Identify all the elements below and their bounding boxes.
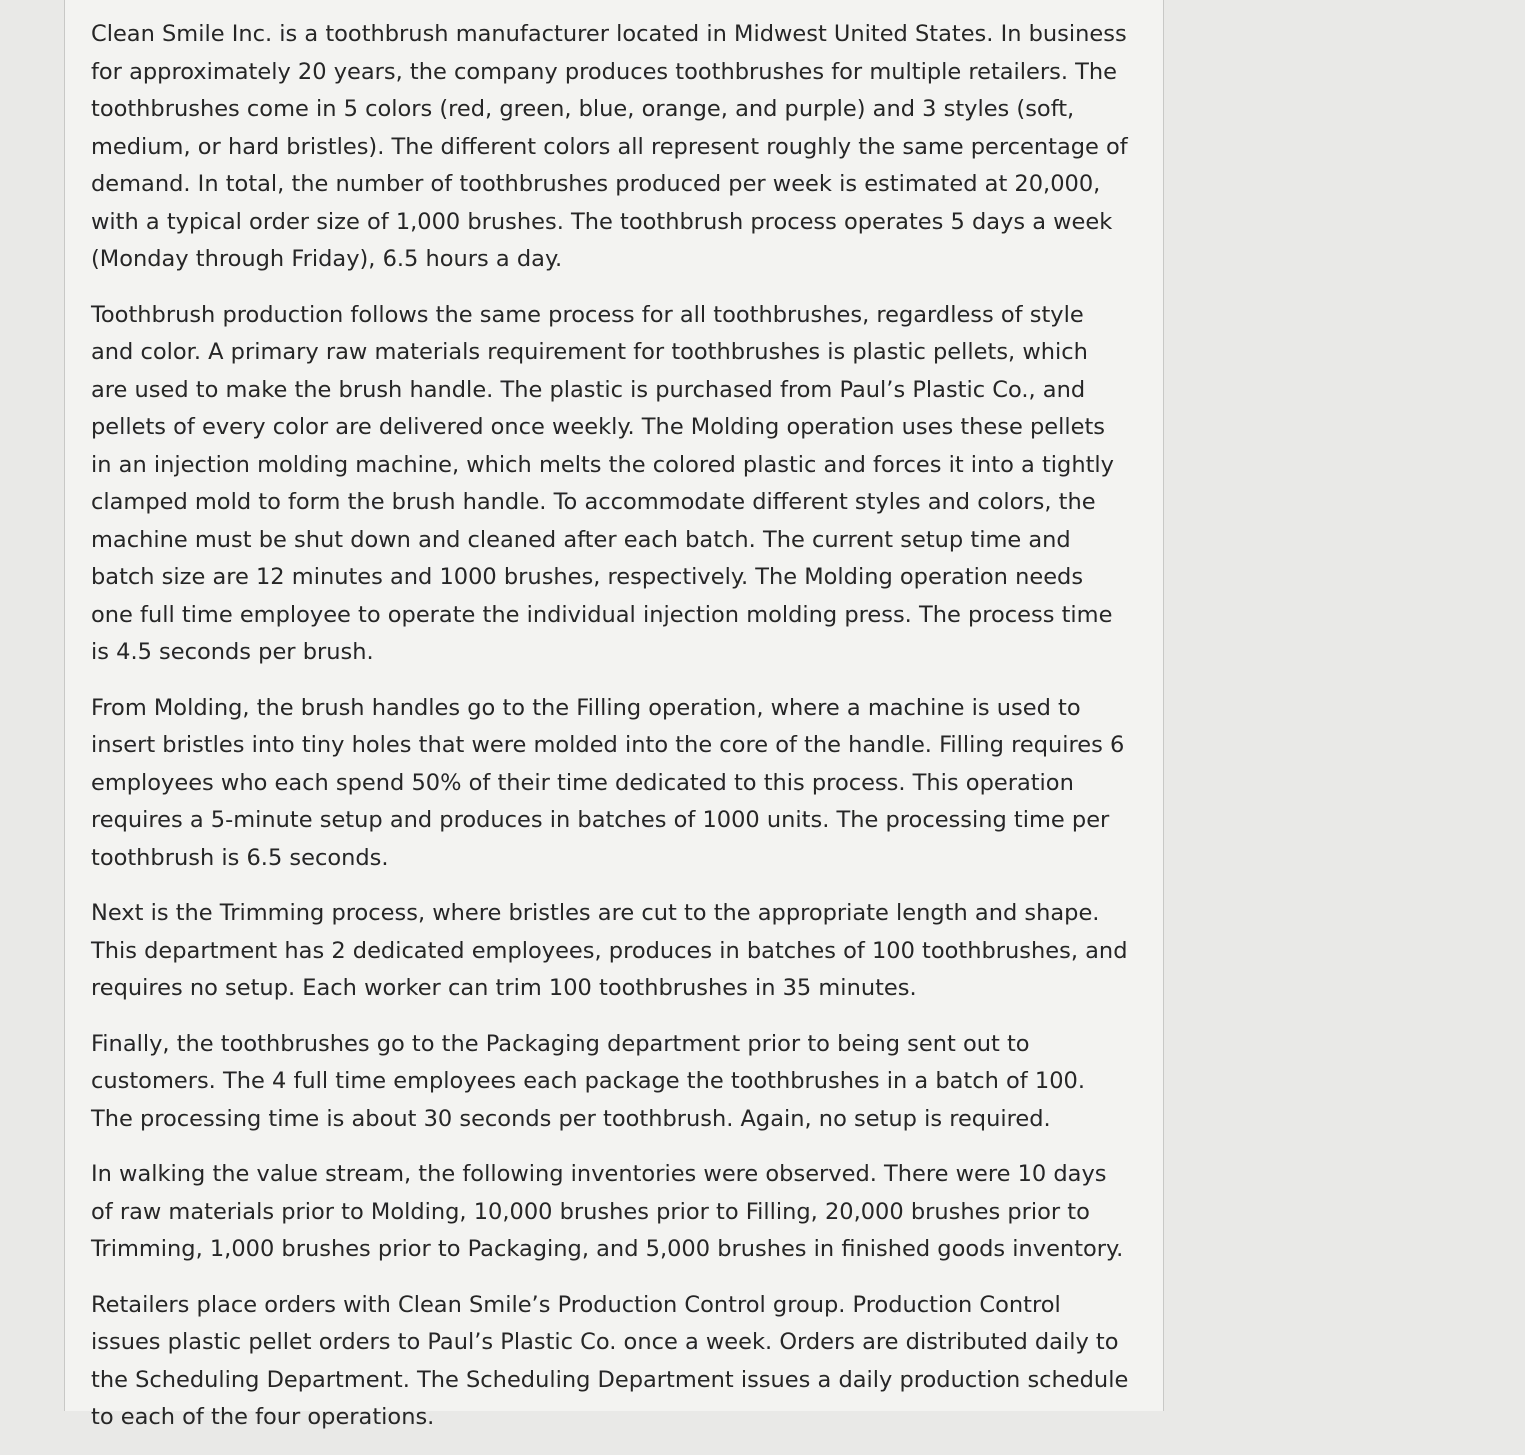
- paragraph-filling: From Molding, the brush handles go to the Filling operation, where a machine is used to insert bristles into tiny holes that were molded into the core of the handle. Filling requires 6 employees who each spend 50% of their time dedicated to this process. This operation requires a 5-minute setup and produces in batches of 1000 units. The processing time per toothbrush is 6.5 seconds.: [91, 694, 1125, 871]
- paragraph-company-overview: Clean Smile Inc. is a toothbrush manufacturer located in Midwest United States. In business for approximately 20 years, the company produces toothbrushes for multiple retailers. The toothbrushes come in 5 colors (red, green, blue, orange, and purple) and 3 styles (soft, medium, or hard bristles). The different colors all represent roughly the same percentage of demand. In total, the number of toothbrushes produced per week is estimated at 20,000, with a typical order size of 1,000 brushes. The toothbrush process operates 5 days a week (Monday through Friday), 6.5 hours a day.: [91, 21, 1128, 272]
- paragraph-inventories: In walking the value stream, the following inventories were observed. There were 10 days of raw materials prior to Molding, 10,000 brushes prior to Filling, 20,000 brushes prior to Trimming, 1,000 brushes prior to Packaging, and 5,000 brushes in finished goods inventory.: [91, 1161, 1124, 1262]
- document-body: [91, 16, 1131, 1455]
- document-page: [64, 0, 1164, 1430]
- paragraph-molding: Toothbrush production follows the same process for all toothbrushes, regardless of style and color. A primary raw materials requirement for toothbrushes is plastic pellets, which are used to make the brush handle. The plastic is purchased from Paul’s Plastic Co., and pellets of every color are delivered once weekly. The Molding operation uses these pellets in an injection molding machine, which melts the colored plastic and forces it into a tightly clamped mold to form the brush handle. To accommodate different styles and colors, the machine must be shut down and cleaned after each batch. The current setup time and batch size are 12 minutes and 1000 brushes, respectively. The Molding operation needs one full time employee to operate the individual injection molding press. The process time is 4.5 seconds per brush.: [91, 301, 1114, 665]
- paragraph-packaging: Finally, the toothbrushes go to the Packaging department prior to being sent out to customers. The 4 full time employees each package the toothbrushes in a batch of 100. The processing time is about 30 seconds per toothbrush. Again, no setup is required.: [91, 1030, 1085, 1132]
- paragraph-production-control: Retailers place orders with Clean Smile’s Production Control group. Production Control issues plastic pellet orders to Paul’s Plastic Co. once a week. Orders are distributed daily to the Scheduling Department. The Scheduling Department issues a daily production schedule to each of the four operations.: [91, 1291, 1129, 1430]
- paragraph-trimming: Next is the Trimming process, where bristles are cut to the appropriate length and shape. This department has 2 dedicated employees, produces in batches of 100 toothbrushes, and requires no setup. Each worker can trim 100 toothbrushes in 35 minutes.: [91, 900, 1128, 1001]
